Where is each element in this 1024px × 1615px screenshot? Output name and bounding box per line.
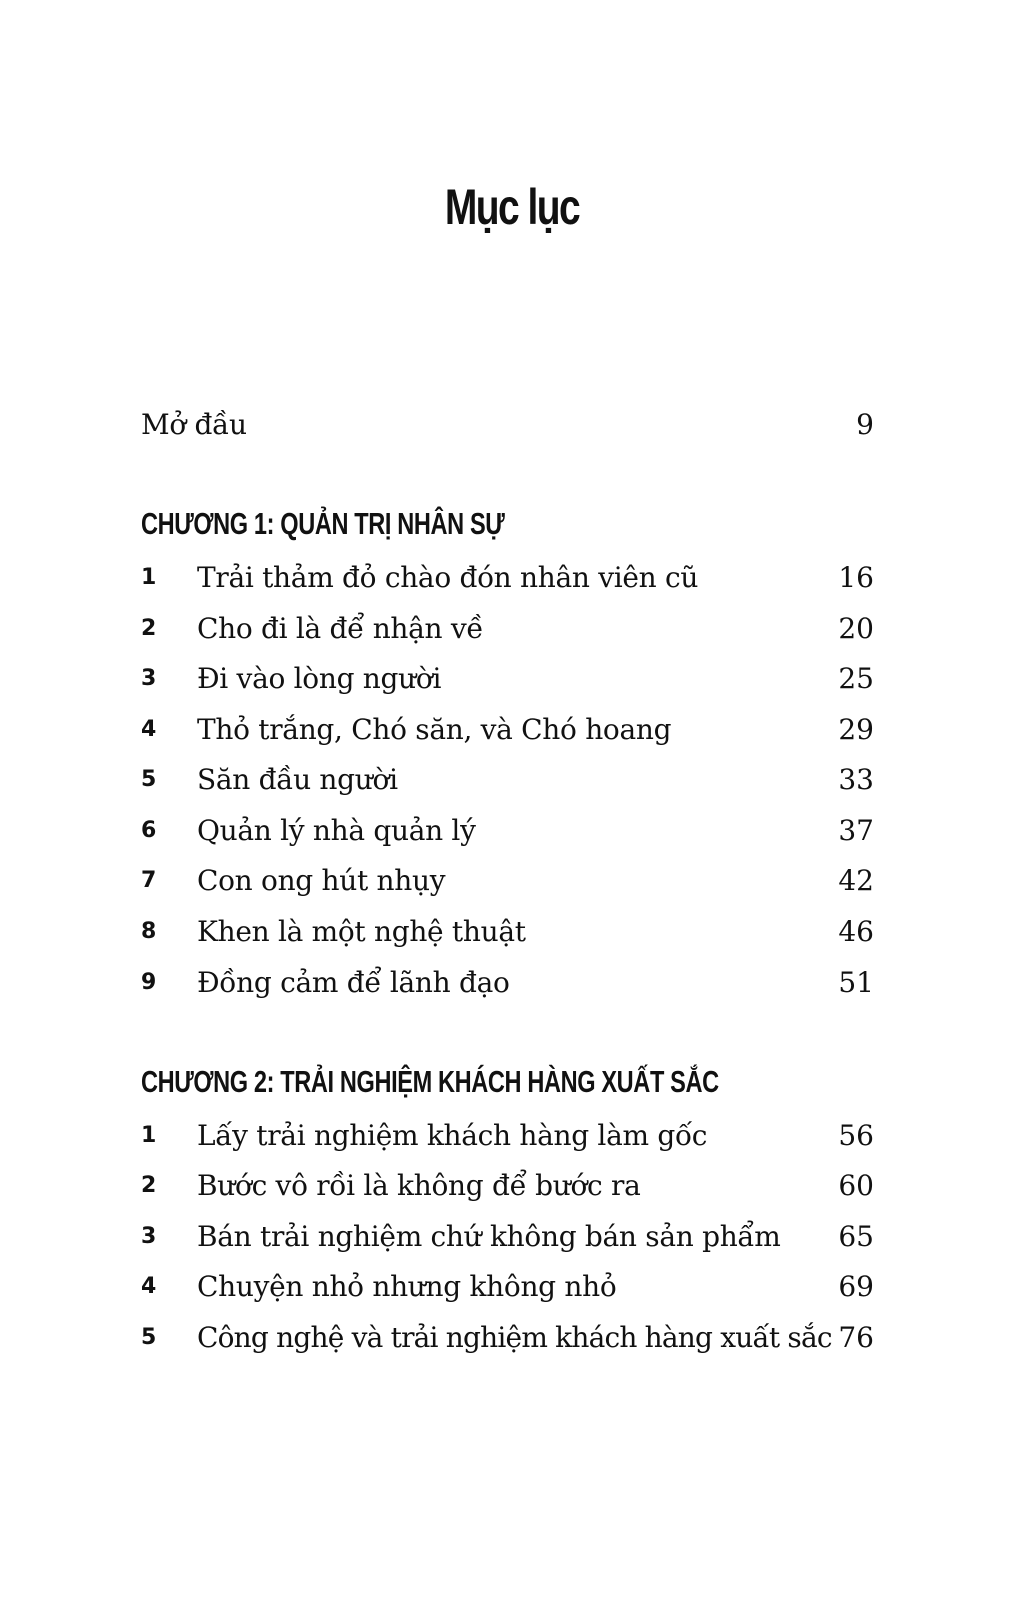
- toc-entry-page: 51: [838, 966, 874, 999]
- toc-entry[interactable]: [141, 710, 874, 750]
- toc-entry[interactable]: [141, 1116, 874, 1156]
- toc-entry-number: 5: [141, 1325, 157, 1350]
- toc-entry-title: Thỏ trắng, Chó săn, và Chó hoang: [197, 713, 672, 746]
- page-title: Mục lục: [444, 179, 580, 235]
- toc-entry-page: 20: [838, 612, 874, 645]
- toc-entry-title: Trải thảm đỏ chào đón nhân viên cũ: [197, 561, 699, 594]
- toc-entry-number: 5: [141, 767, 157, 792]
- toc-entry-number: 4: [141, 717, 157, 742]
- toc-entry-page: 46: [838, 915, 874, 948]
- toc-entry[interactable]: [141, 1217, 874, 1257]
- toc-entry-number: 3: [141, 666, 157, 691]
- toc-entry[interactable]: [141, 760, 874, 800]
- toc-entry-number: 7: [141, 868, 157, 893]
- toc-entry-page: 33: [838, 763, 874, 796]
- toc-entry-page: 76: [838, 1321, 874, 1354]
- toc-entry-title: Con ong hút nhụy: [197, 864, 446, 897]
- toc-entry-page: 25: [838, 662, 874, 695]
- toc-entry-title: Mở đầu: [141, 408, 247, 441]
- toc-entry-title: Cho đi là để nhận về: [197, 612, 484, 645]
- toc-entry[interactable]: [141, 659, 874, 699]
- toc-entry-page: 65: [838, 1220, 874, 1253]
- chapter-2-heading[interactable]: CHƯƠNG 2: TRẢI NGHIỆM KHÁCH HÀNG XUẤT SẮC: [141, 1064, 719, 1099]
- toc-entry[interactable]: [141, 1267, 874, 1307]
- toc-entry[interactable]: [141, 558, 874, 598]
- toc-entry-title: Chuyện nhỏ nhưng không nhỏ: [197, 1270, 617, 1303]
- toc-entry[interactable]: [141, 1166, 874, 1206]
- toc-entry-title: Bán trải nghiệm chứ không bán sản phẩm: [197, 1220, 781, 1253]
- toc-entry[interactable]: [141, 1318, 874, 1358]
- toc-entry[interactable]: [141, 963, 874, 1003]
- toc-entry-page: 60: [838, 1169, 874, 1202]
- toc-entry-page: 56: [838, 1119, 874, 1152]
- toc-entry-title: Đi vào lòng người: [197, 662, 442, 695]
- toc-entry[interactable]: [141, 861, 874, 901]
- toc-entry-number: 2: [141, 1173, 157, 1198]
- toc-entry-title: Quản lý nhà quản lý: [197, 814, 476, 847]
- toc-entry-number: 2: [141, 616, 157, 641]
- toc-entry-intro[interactable]: [141, 405, 874, 445]
- toc-entry-title: Lấy trải nghiệm khách hàng làm gốc: [197, 1119, 708, 1152]
- toc-entry-number: 1: [141, 565, 157, 590]
- toc-entry[interactable]: [141, 609, 874, 649]
- toc-entry-title: Bước vô rồi là không để bước ra: [197, 1169, 641, 1202]
- toc-entry-page: 69: [838, 1270, 874, 1303]
- toc-entry-number: 9: [141, 970, 157, 995]
- toc-entry-number: 4: [141, 1274, 157, 1299]
- toc-entry-number: 3: [141, 1224, 157, 1249]
- toc-entry-number: 6: [141, 818, 157, 843]
- toc-entry-page: 16: [838, 561, 874, 594]
- chapter-1-heading[interactable]: CHƯƠNG 1: QUẢN TRỊ NHÂN SỰ: [141, 506, 505, 541]
- toc-entry-page: 9: [856, 408, 874, 441]
- toc-entry-page: 37: [838, 814, 874, 847]
- toc-entry-page: 42: [838, 864, 874, 897]
- toc-entry-title: Săn đầu người: [197, 763, 398, 796]
- toc-entry-title: Công nghệ và trải nghiệm khách hàng xuất sắc: [197, 1321, 832, 1354]
- toc-entry[interactable]: [141, 811, 874, 851]
- toc-entry-title: Khen là một nghệ thuật: [197, 915, 526, 948]
- toc-entry-number: 8: [141, 919, 157, 944]
- toc-entry-title: Đồng cảm để lãnh đạo: [197, 966, 510, 999]
- toc-entry-number: 1: [141, 1123, 157, 1148]
- toc-entry[interactable]: [141, 912, 874, 952]
- toc-entry-page: 29: [838, 713, 874, 746]
